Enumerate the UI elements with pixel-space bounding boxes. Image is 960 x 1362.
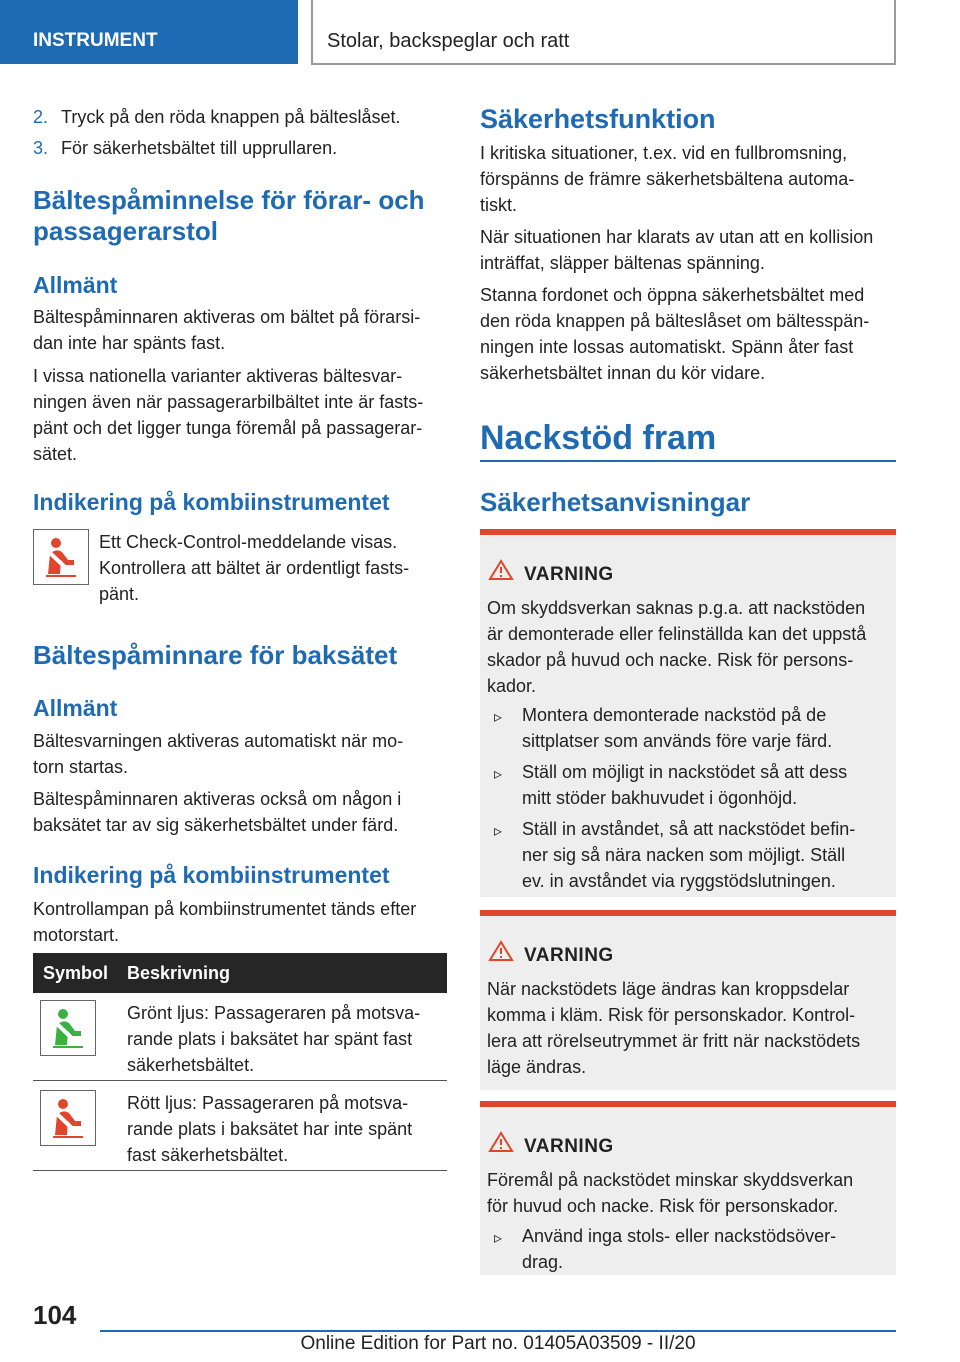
warning-box-3 — [480, 1101, 896, 1275]
table-row-divider — [33, 1080, 447, 1081]
warning-text: Föremål på nackstödet minskar skyddsverkan för huvud och nacke. Risk för personskador. — [487, 1170, 854, 1216]
section-tab: INSTRUMENT — [0, 0, 298, 64]
step-3 — [33, 135, 447, 161]
heading-safety-instructions: Säkerhetsanvisningar — [480, 487, 751, 517]
bullet-icon: ▹ — [494, 823, 503, 840]
warning-triangle-icon — [488, 559, 514, 581]
heading-rear-seat-reminder: Bältespåminnare för baksätet — [33, 640, 398, 670]
paragraph-safety-3: Stanna fordonet och öppna säkerhetsbältet med den röda knappen på bälteslåset om bältesspän- ningen inte lossas automatiskt. Spänn åter fast säkerhetsbältet innan du kör vidare. — [480, 285, 870, 383]
bullet-item: Montera demonterade nackstöd på de sittplatser som används före varje färd. — [522, 705, 833, 751]
table-header — [33, 953, 447, 993]
column-header-description: Beskrivning — [127, 963, 231, 983]
step-number: 3. — [33, 138, 49, 158]
heading-display: Indikering på kombiinstrumentet — [33, 489, 390, 515]
chapter-title: Stolar, backspeglar och ratt — [311, 0, 896, 65]
paragraph-rear-1: Bältesvarningen aktiveras automatiskt när mo- torn startas. — [33, 731, 404, 777]
paragraph-rear-2: Bältespåminnaren aktiveras också om någon i baksätet tar av sig säkerhetsbältet under färd. — [33, 789, 402, 835]
bullet-icon: ▹ — [494, 709, 503, 726]
warning-triangle-icon — [488, 1131, 514, 1153]
column-header-symbol: Symbol — [43, 963, 109, 983]
heading-underline — [480, 460, 896, 462]
paragraph-front-2: I vissa nationella varianter aktiveras bältesvar- ningen även när passagerarbilbältet inte är fasts- pänt och det ligger tunga föremål på passagerar- sätet. — [33, 366, 424, 464]
warning-triangle-icon — [488, 940, 514, 962]
page-number: 104 — [33, 1300, 77, 1330]
footer-edition: Online Edition for Part no. 01405A03509 - II/20 — [300, 1333, 696, 1354]
paragraph-safety-1: I kritiska situationer, t.ex. vid en fullbromsning, förspänns de främre säkerhetsbältena automa- tiskt. — [480, 143, 855, 215]
seatbelt-green-icon — [40, 1000, 96, 1056]
seatbelt-red-icon — [40, 1090, 96, 1146]
bullet-item: Använd inga stols- eller nackstödsöver- drag. — [522, 1226, 837, 1272]
table-row-green-description: Grönt ljus: Passageraren på motsva- rande plats i baksätet har spänt fast säkerhetsbältet. — [127, 1003, 421, 1075]
paragraph-rear-3: Kontrollampan på kombiinstrumentet tänds efter motorstart. — [33, 899, 417, 945]
warning-text: När nackstödets läge ändras kan kroppsdelar komma i kläm. Risk för personskador. Kontrol- lera att rörelseutrymmet är fritt när nackstödets läge ändras. — [487, 979, 861, 1077]
footer-rule — [100, 1330, 896, 1332]
bullet-icon: ▹ — [494, 766, 503, 783]
table-row-red-description: Rött ljus: Passageraren på motsva- rande plats i baksätet har inte spänt fast säkerhetsbältet. — [127, 1093, 413, 1165]
paragraph-safety-2: När situationen har klarats av utan att en kollision inträffat, släpper bältenas spänning. — [480, 227, 874, 273]
heading-safety-function: Säkerhetsfunktion — [480, 104, 716, 134]
seatbelt-warning-icon — [33, 529, 89, 585]
paragraph-front-1: Bältespåminnaren aktiveras om bältet på förarsi- dan inte har spänts fast. — [33, 307, 421, 353]
bullet-icon: ▹ — [494, 1230, 503, 1247]
heading-display-rear: Indikering på kombiinstrumentet — [33, 862, 390, 888]
bullet-item: Ställ om möjligt in nackstödet så att dess mitt stöder bakhuvudet i ögonhöjd. — [522, 762, 848, 808]
warning-box-1 — [480, 529, 896, 897]
warning-box-2 — [480, 910, 896, 1090]
step-text: Tryck på den röda knappen på bälteslåset. — [61, 107, 401, 127]
heading-general: Allmänt — [33, 272, 118, 298]
heading-front-seat-reminder: Bältespåminnelse för förar- och passagerarstol — [33, 185, 425, 246]
warning-text: Om skyddsverkan saknas p.g.a. att nackstöden är demonterade eller felinställda kan det uppstå skador på huvud och nacke. Risk för persons- kador. — [487, 598, 867, 696]
step-2 — [33, 104, 447, 130]
step-number: 2. — [33, 107, 49, 127]
step-text: För säkerhetsbältet till upprullaren. — [61, 138, 338, 158]
table-bottom-line — [33, 1170, 447, 1171]
warning-title: VARNING — [524, 564, 614, 585]
warning-title: VARNING — [524, 1136, 614, 1157]
heading-general-rear: Allmänt — [33, 695, 118, 721]
paragraph-display: Ett Check-Control-meddelande visas. Kontrollera att bältet är ordentligt fasts- pänt. — [99, 532, 410, 604]
bullet-item: Ställ in avståndet, så att nackstödet befin- ner sig så nära nacken som möjligt. Ställ ev. in avståndet via ryggstödslutningen. — [522, 819, 856, 891]
warning-title: VARNING — [524, 945, 614, 966]
heading-front-headrest: Nackstöd fram — [480, 419, 717, 457]
